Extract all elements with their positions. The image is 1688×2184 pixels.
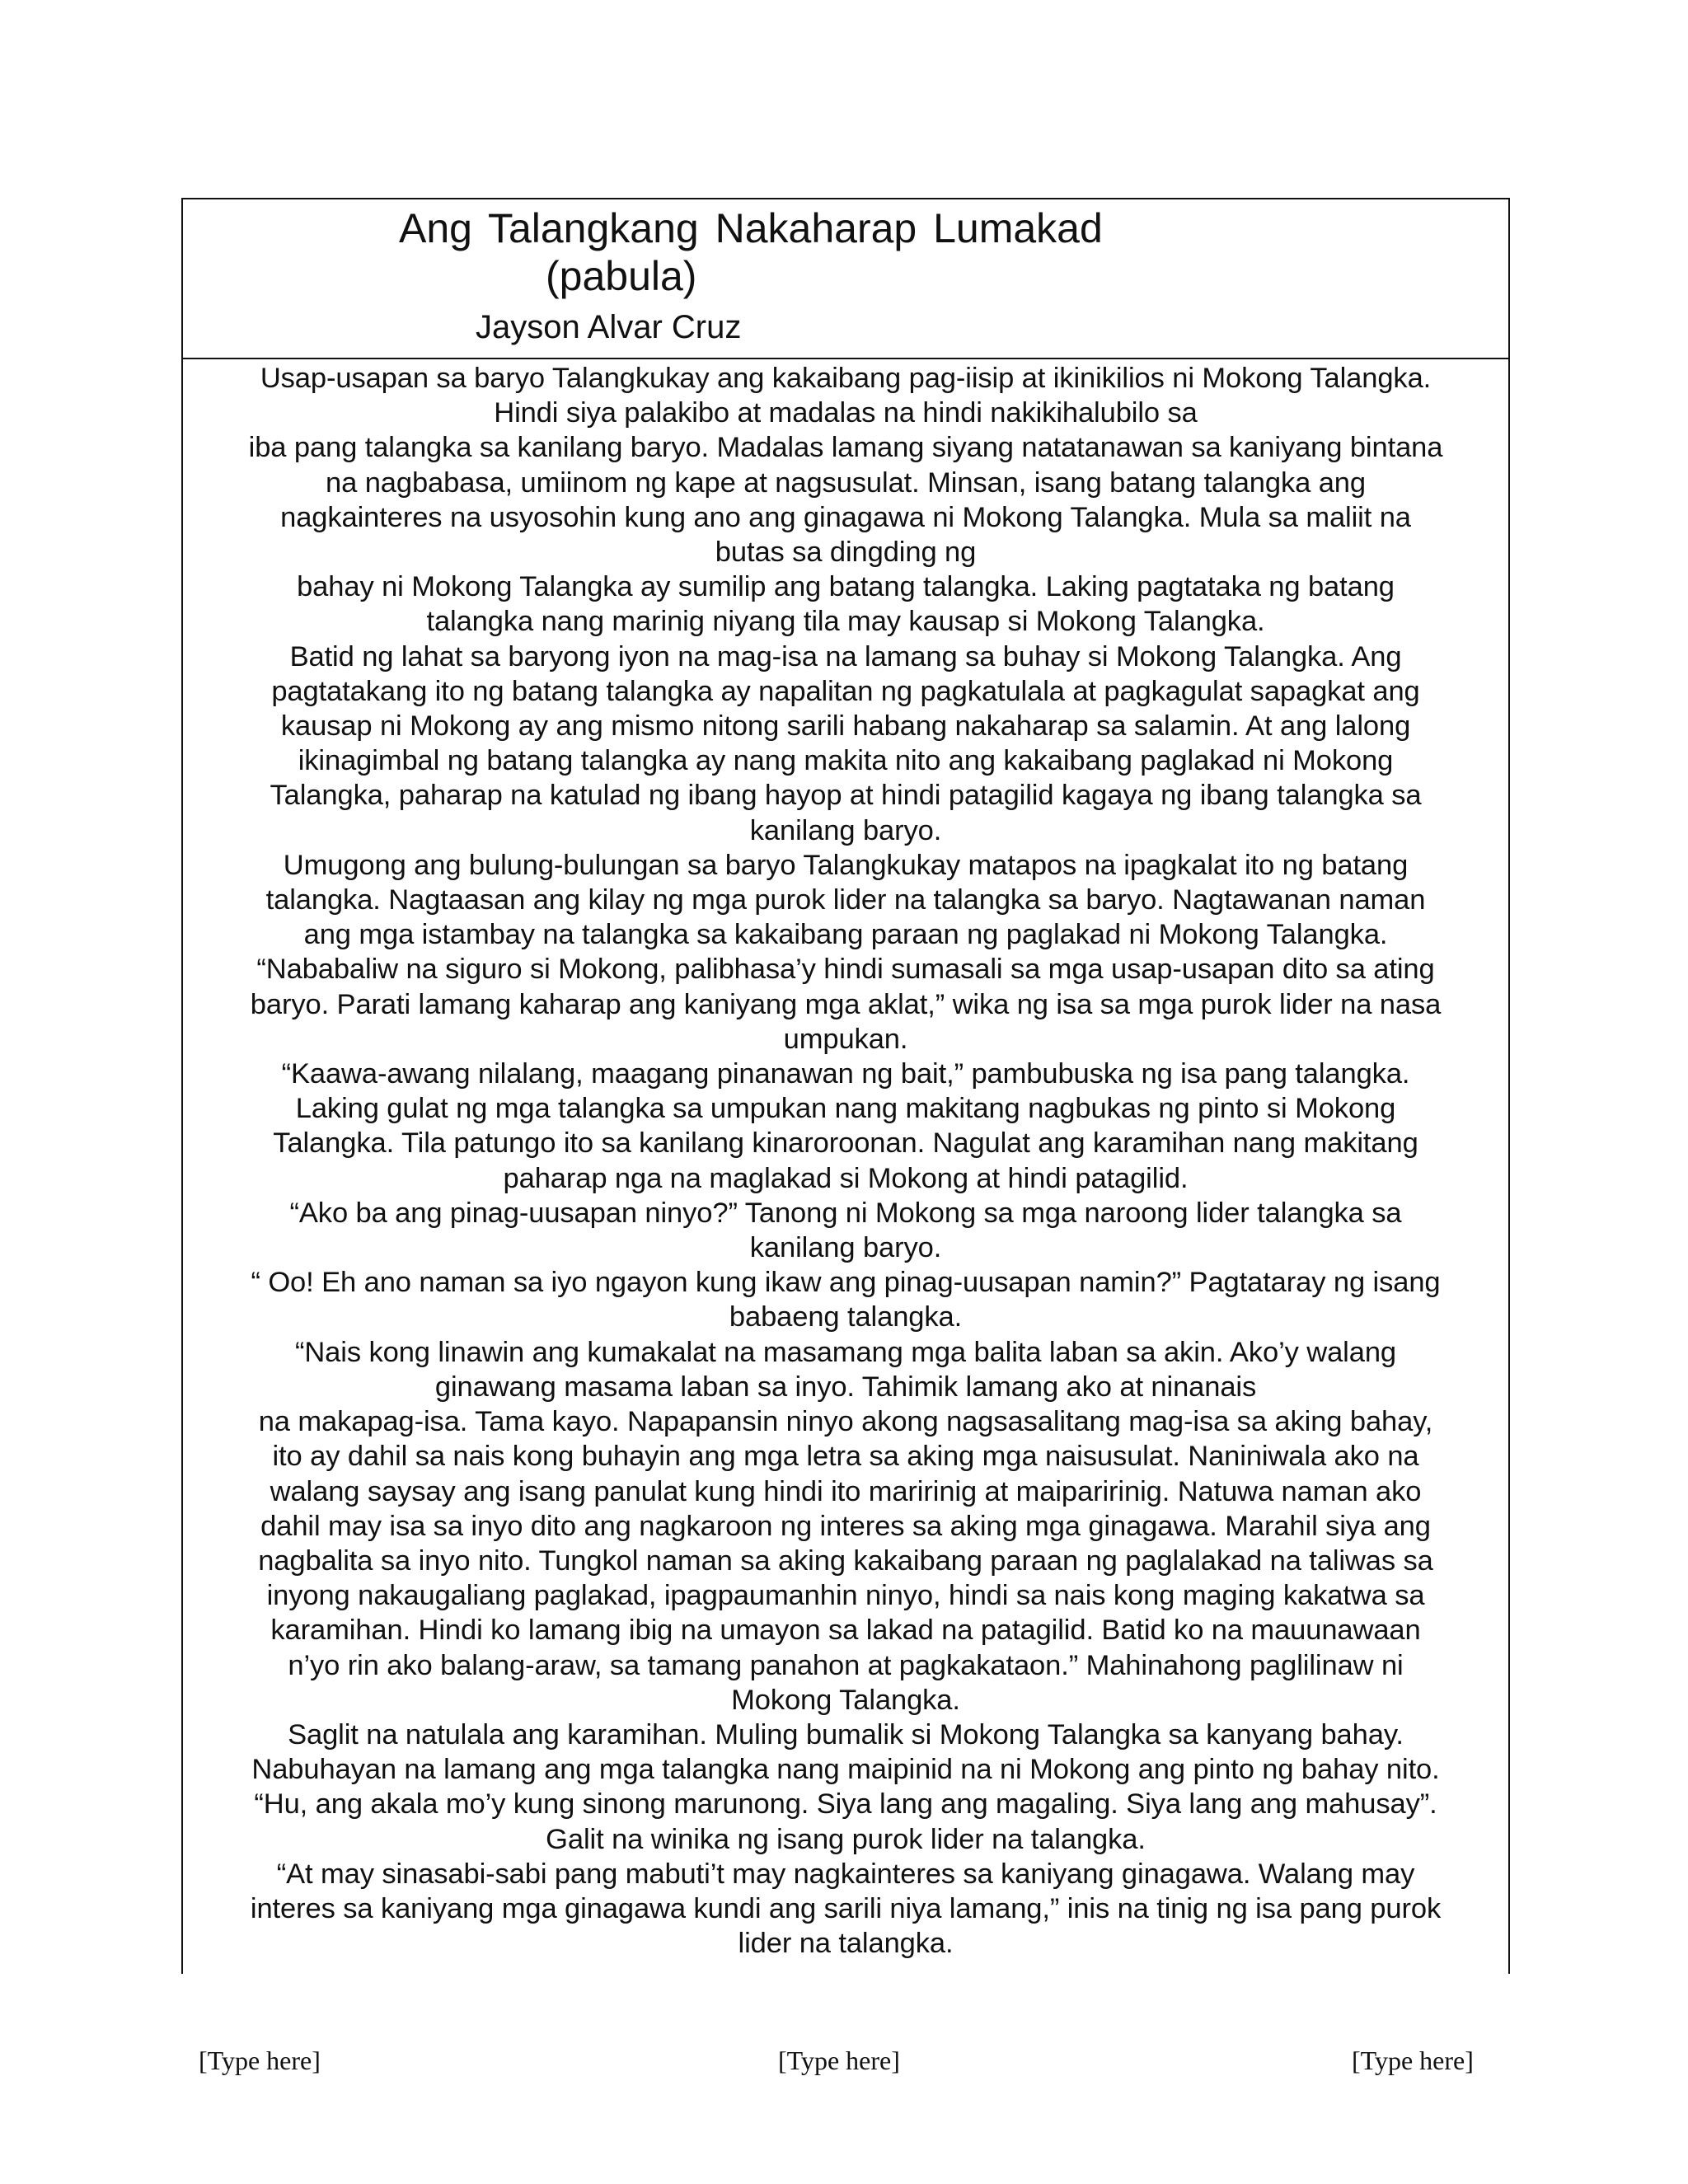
- body-line: ang mga istambay na talangka sa kakaibang paraan ng paglakad ni Mokong Talangka.: [303, 919, 1388, 951]
- footer-left-placeholder[interactable]: [Type here]: [199, 2046, 321, 2075]
- body-line: Hindi siya palakibo at madalas na hindi nakikihalubilo sa: [494, 397, 1198, 429]
- body-line: ginawang masama laban sa inyo. Tahimik lamang ako at ninanais: [434, 1371, 1257, 1403]
- story-frame: [181, 198, 1510, 1974]
- body-line: Mokong Talangka.: [731, 1684, 960, 1716]
- body-line: dahil may isa sa inyo dito ang nagkaroon ng interes sa aking mga ginagawa. Marahil siya ang: [260, 1510, 1431, 1542]
- body-line: n’yo rin ako balang-araw, sa tamang panahon at pagkakataon.” Mahinahong paglilinaw ni: [288, 1649, 1404, 1681]
- body-line: “Hu, ang akala mo’y kung sinong marunong. Siya lang ang magaling. Siya lang ang mahusay”.: [254, 1788, 1437, 1821]
- story-genre: (pabula): [546, 253, 697, 299]
- body-line: “Kaawa-awang nilalang, maagang pinanawan ng bait,” pambubuska ng isa pang talangka.: [281, 1058, 1410, 1090]
- body-line: “At may sinasabi-sabi pang mabuti’t may nagkainteres sa kaniyang ginagawa. Walang may: [276, 1858, 1415, 1890]
- body-line: talangka nang marinig niyang tila may kausap si Mokong Talangka.: [426, 606, 1265, 638]
- body-line: babaeng talangka.: [729, 1301, 963, 1333]
- body-line: nagkainteres na usyosohin kung ano ang ginagawa ni Mokong Talangka. Mula sa maliit na: [280, 501, 1411, 533]
- body-line: inyong nakaugaliang paglakad, ipagpaumanhin ninyo, hindi sa nais kong maging kakatwa sa: [266, 1580, 1425, 1612]
- body-line: nagbalita sa inyo nito. Tungkol naman sa aking kakaibang paraan ng paglalakad na taliwas sa: [258, 1544, 1433, 1577]
- title-box: [183, 199, 1508, 359]
- body-line: bahay ni Mokong Talangka ay sumilip ang batang talangka. Laking pagtataka ng batang: [297, 571, 1395, 603]
- body-line: Batid ng lahat sa baryong iyon na mag-isa na lamang sa buhay si Mokong Talangka. Ang: [289, 640, 1402, 673]
- body-line: Nabuhayan na lamang ang mga talangka nang maipinid na ni Mokong ang pinto ng bahay nito.: [251, 1754, 1440, 1786]
- body-line: Talangka. Tila patungo ito sa kanilang kinaroroonan. Nagulat ang karamihan nang makitang: [273, 1127, 1418, 1160]
- body-line: Umugong ang bulung-bulungan sa baryo Talangkukay matapos na ipagkalat ito ng batang: [283, 849, 1409, 881]
- body-line: “ Oo! Eh ano naman sa iyo ngayon kung ikaw ang pinag-uusapan namin?” Pagtataray ng isang: [251, 1267, 1441, 1299]
- body-line: “Ako ba ang pinag-uusapan ninyo?” Tanong ni Mokong sa mga naroong lider talangka sa: [289, 1197, 1402, 1229]
- body-line: interes sa kaniyang mga ginagawa kundi ang sarili niya lamang,” inis na tinig ng isa pang purok: [250, 1892, 1442, 1924]
- body-line: karamihan. Hindi ko lamang ibig na umayon sa lakad na patagilid. Batid ko na mauunawaan: [270, 1615, 1421, 1647]
- body-line: “Nababaliw na siguro si Mokong, palibhasa’y hindi sumasali sa mga usap-usapan dito sa ating: [256, 954, 1435, 986]
- body-line: Laking gulat ng mga talangka sa umpukan nang makitang nagbukas ng pinto si Mokong: [295, 1093, 1396, 1125]
- body-line: walang saysay ang isang panulat kung hindi ito maririnig at maiparirinig. Natuwa naman ako: [270, 1475, 1422, 1507]
- body-line: Talangka, paharap na katulad ng ibang hayop at hindi patagilid kagaya ng ibang talangka sa: [270, 780, 1422, 812]
- story-title: Ang Talangkang Nakaharap Lumakad: [399, 205, 1103, 251]
- body-line: paharap nga na maglakad si Mokong at hindi patagilid.: [503, 1162, 1189, 1194]
- body-line: ito ay dahil sa nais kong buhayin ang mga letra sa aking mga naisusulat. Naniniwala ako na: [272, 1441, 1419, 1473]
- story-author: Jayson Alvar Cruz: [476, 309, 742, 345]
- body-line: kausap ni Mokong ay ang mismo nitong sarili habang nakaharap sa salamin. At ang lalong: [280, 710, 1411, 743]
- body-line: kanilang baryo.: [749, 1232, 942, 1264]
- body-line: butas sa dingding ng: [715, 537, 977, 569]
- story-body: [191, 361, 1500, 1961]
- body-line: umpukan.: [783, 1023, 908, 1055]
- body-line: Saglit na natulala ang karamihan. Muling bumalik si Mokong Talangka sa kanyang bahay.: [288, 1718, 1404, 1750]
- body-line: talangka. Nagtaasan ang kilay ng mga purok lider na talangka sa baryo. Nagtawanan naman: [265, 884, 1426, 916]
- body-line: iba pang talangka sa kanilang baryo. Madalas lamang siyang natatanawan sa kaniyang bintana: [248, 432, 1443, 464]
- footer-right-placeholder[interactable]: [Type here]: [1352, 2046, 1474, 2075]
- body-line: Galit na winika ng isang purok lider na talangka.: [546, 1823, 1146, 1855]
- body-line: lider na talangka.: [738, 1928, 954, 1960]
- body-line: Usap-usapan sa baryo Talangkukay ang kakaibang pag-iisip at ikinikilios ni Mokong Talangka.: [260, 363, 1432, 394]
- body-line: na nagbabasa, umiinom ng kape at nagsusulat. Minsan, isang batang talangka ang: [326, 466, 1366, 499]
- body-line: pagtatakang ito ng batang talangka ay napalitan ng pagkatulala at pagkagulat sapagkat ang: [271, 675, 1420, 707]
- body-line: baryo. Parati lamang kaharap ang kaniyang mga aklat,” wika ng isa sa mga purok lider na nasa: [250, 988, 1442, 1020]
- body-line: na makapag-isa. Tama kayo. Napapansin ninyo akong nagsasalitang mag-isa sa aking bahay,: [258, 1406, 1433, 1438]
- body-line: kanilang baryo.: [749, 814, 942, 846]
- body-line: “Nais kong linawin ang kumakalat na masamang mga balita laban sa akin. Ako’y walang: [294, 1336, 1397, 1368]
- footer-center-placeholder[interactable]: [Type here]: [778, 2046, 900, 2075]
- body-line: ikinagimbal ng batang talangka ay nang makita nito ang kakaibang paglakad ni Mokong: [298, 745, 1394, 777]
